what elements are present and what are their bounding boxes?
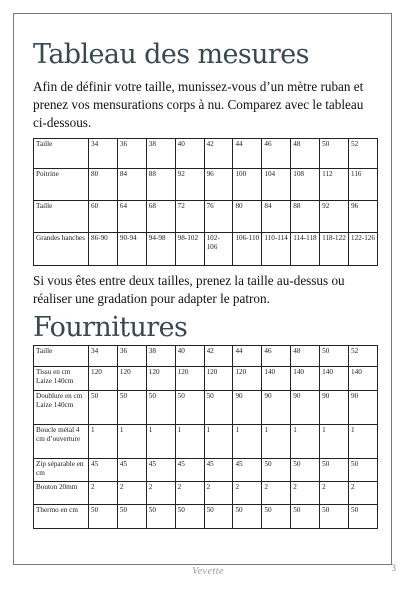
table-row (34, 233, 378, 266)
table-cell: 90 (291, 391, 320, 425)
table-cell: 120 (146, 367, 175, 391)
table-cell: 106-110 (233, 233, 262, 266)
table-cell: 96 (204, 169, 233, 201)
table-cell: 2 (233, 482, 262, 505)
table-cell: 2 (320, 482, 349, 505)
table-cell: 1 (291, 425, 320, 459)
table-cell: 48 (291, 139, 320, 169)
table-cell: 52 (349, 346, 378, 367)
table-cell: 50 (262, 505, 291, 529)
table-cell: 44 (233, 139, 262, 169)
table-cell: 50 (320, 505, 349, 529)
table-cell: 120 (89, 367, 118, 391)
fournitures-title: Fournitures (33, 312, 188, 343)
table-cell: 45 (175, 459, 204, 482)
table-cell: 108 (291, 169, 320, 201)
table-cell: 94-98 (146, 233, 175, 266)
table-cell: 50 (146, 391, 175, 425)
table-cell: 1 (146, 425, 175, 459)
table-cell: 92 (175, 169, 204, 201)
table-cell: 140 (262, 367, 291, 391)
brand-logo: Vevette (192, 566, 224, 577)
table-cell: 90 (349, 391, 378, 425)
page-number: 3 (391, 563, 396, 573)
table-cell: 120 (175, 367, 204, 391)
table-cell: 1 (117, 425, 146, 459)
table-cell: 50 (175, 391, 204, 425)
row-label: Taille (34, 139, 89, 169)
table-cell: 50 (320, 346, 349, 367)
table-cell: 50 (320, 139, 349, 169)
table-cell: 50 (349, 505, 378, 529)
table-cell: 68 (146, 201, 175, 233)
table-cell: 140 (349, 367, 378, 391)
row-label: Thermo en cm (34, 505, 89, 529)
table-cell: 60 (89, 201, 118, 233)
table-cell: 34 (89, 139, 118, 169)
table-cell: 44 (233, 346, 262, 367)
mesures-title: Tableau des mesures (33, 39, 309, 70)
table-cell: 34 (89, 346, 118, 367)
table-cell: 90 (233, 391, 262, 425)
row-label: Zip séparable en cm (34, 459, 89, 482)
table-cell: 102-106 (204, 233, 233, 266)
table-cell: 45 (204, 459, 233, 482)
table-cell: 40 (175, 346, 204, 367)
table-cell: 120 (117, 367, 146, 391)
table-cell: 46 (262, 139, 291, 169)
row-label: Taille (34, 201, 89, 233)
table-cell: 45 (89, 459, 118, 482)
table-cell: 50 (204, 391, 233, 425)
table-cell: 90-94 (117, 233, 146, 266)
table-cell: 52 (349, 139, 378, 169)
row-label: Grandes hanches (34, 233, 89, 266)
table-cell: 90 (320, 391, 349, 425)
table-row (34, 139, 378, 169)
table-cell: 80 (89, 169, 118, 201)
row-label: Poitrine (34, 169, 89, 201)
table-row (34, 425, 378, 459)
table-row (34, 367, 378, 391)
row-label: Boucle métal 4 cm d’ouverture (34, 425, 89, 459)
table-cell: 50 (204, 505, 233, 529)
table-cell: 1 (233, 425, 262, 459)
table-cell: 2 (262, 482, 291, 505)
table-row (34, 201, 378, 233)
table-cell: 48 (291, 346, 320, 367)
table-row (34, 391, 378, 425)
table-cell: 122-126 (349, 233, 378, 266)
table-cell: 140 (320, 367, 349, 391)
table-cell: 112 (320, 169, 349, 201)
table-cell: 96 (349, 201, 378, 233)
table-cell: 84 (117, 169, 146, 201)
table-row (34, 482, 378, 505)
table-cell: 88 (146, 169, 175, 201)
between-sizes-paragraph: Si vous êtes entre deux tailles, prenez la taille au-dessus ou réaliser une gradation pour adapter le patron. (33, 273, 345, 306)
table-cell: 50 (291, 505, 320, 529)
table-cell: 72 (175, 201, 204, 233)
table-cell: 50 (117, 505, 146, 529)
table-cell: 36 (117, 139, 146, 169)
table-cell: 120 (233, 367, 262, 391)
table-cell: 50 (117, 391, 146, 425)
row-label: Doublure en cm Laize 140cm (34, 391, 89, 425)
table-cell: 90 (262, 391, 291, 425)
table-cell: 140 (291, 367, 320, 391)
mesures-table (33, 138, 378, 266)
table-cell: 2 (291, 482, 320, 505)
table-cell: 2 (175, 482, 204, 505)
table-cell: 50 (262, 459, 291, 482)
table-cell: 1 (89, 425, 118, 459)
table-cell: 1 (349, 425, 378, 459)
table-cell: 2 (349, 482, 378, 505)
table-cell: 2 (117, 482, 146, 505)
table-cell: 2 (204, 482, 233, 505)
table-cell: 42 (204, 346, 233, 367)
table-cell: 100 (233, 169, 262, 201)
table-cell: 1 (175, 425, 204, 459)
table-cell: 76 (204, 201, 233, 233)
table-cell: 88 (291, 201, 320, 233)
table-cell: 50 (320, 459, 349, 482)
table-row (34, 459, 378, 482)
table-cell: 1 (262, 425, 291, 459)
table-cell: 46 (262, 346, 291, 367)
table-cell: 2 (146, 482, 175, 505)
table-cell: 50 (175, 505, 204, 529)
table-cell: 50 (349, 459, 378, 482)
table-cell: 2 (89, 482, 118, 505)
fournitures-table (33, 345, 378, 529)
table-cell: 50 (233, 505, 262, 529)
table-cell: 50 (89, 505, 118, 529)
table-cell: 118-122 (320, 233, 349, 266)
table-cell: 110-114 (262, 233, 291, 266)
row-label: Bouton 20mm (34, 482, 89, 505)
table-cell: 40 (175, 139, 204, 169)
table-cell: 50 (89, 391, 118, 425)
table-cell: 38 (146, 139, 175, 169)
mesures-intro-paragraph: Afin de définir votre taille, munissez-vous d’un mètre ruban et prenez vos mensurations corps à nu. Comparez avec le tableau ci-dessous. (33, 79, 364, 130)
table-cell: 45 (117, 459, 146, 482)
table-cell: 50 (146, 505, 175, 529)
table-cell: 1 (204, 425, 233, 459)
table-cell: 36 (117, 346, 146, 367)
table-cell: 98-102 (175, 233, 204, 266)
row-label: Tissu en cm Laize 140cm (34, 367, 89, 391)
table-cell: 45 (146, 459, 175, 482)
table-cell: 64 (117, 201, 146, 233)
table-cell: 42 (204, 139, 233, 169)
table-cell: 1 (320, 425, 349, 459)
table-cell: 45 (233, 459, 262, 482)
table-cell: 80 (233, 201, 262, 233)
table-cell: 92 (320, 201, 349, 233)
table-row (34, 346, 378, 367)
table-cell: 84 (262, 201, 291, 233)
table-cell: 116 (349, 169, 378, 201)
table-cell: 104 (262, 169, 291, 201)
table-row (34, 505, 378, 529)
table-cell: 120 (204, 367, 233, 391)
table-cell: 50 (291, 459, 320, 482)
table-cell: 38 (146, 346, 175, 367)
table-row (34, 169, 378, 201)
table-cell: 114-118 (291, 233, 320, 266)
row-label: Taille (34, 346, 89, 367)
table-cell: 86-90 (89, 233, 118, 266)
